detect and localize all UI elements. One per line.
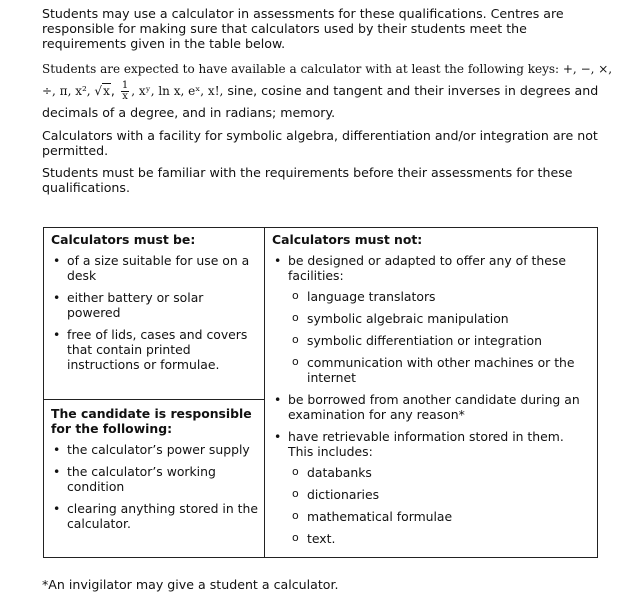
sub-list-item: o mathematical formulae (288, 509, 591, 524)
footnote: *An invigilator may give a student a calculator. (42, 577, 339, 592)
intro-paragraph-4: Students must be familiar with the requirements before their assessments for these qualifications. (42, 165, 573, 195)
list-item: • either battery or solar powered (51, 290, 258, 320)
list-item: • be designed or adapted to offer any of these facilities: o language translators o symbolic algebraic manipulation o symbolic differentiation or integration o communication with other machines or the internet (272, 253, 591, 385)
list-item: • the calculator’s working condition (51, 464, 258, 494)
must-be-cell (44, 228, 265, 400)
keys-after: , xʸ, ln x, eˣ, x!, (131, 84, 224, 98)
sub-list-item: o symbolic differentiation or integration (288, 333, 591, 348)
sub-list-item: o communication with other machines or the internet (288, 355, 591, 385)
list-item: • of a size suitable for use on a desk (51, 253, 258, 283)
sub-list-item: o databanks (288, 465, 591, 480)
list-item: • be borrowed from another candidate during an examination for any reason* (272, 392, 591, 422)
sub-list-item: o text. (288, 531, 591, 546)
must-not-heading: Calculators must not: (272, 232, 423, 247)
list-item: • free of lids, cases and covers that contain printed instructions or formulae. (51, 327, 258, 372)
sqrt-x-key: √x (94, 84, 110, 98)
responsible-cell (44, 400, 265, 558)
must-be-heading: Calculators must be: (51, 232, 196, 247)
sub-list-item: o symbolic algebraic manipulation (288, 311, 591, 326)
requirements-table (43, 227, 598, 558)
intro-paragraph-2: Students are expected to have available a calculator with at least the following keys: +, −, ×, ÷, π, x², √x, $\frac{1}{x}$ , xʸ, ln x, eˣ, x!, sine, cosine and tangent and their inverses in degrees and decimals of a degree, and in radians; memory. (42, 62, 613, 120)
sub-list-item: o language translators (288, 289, 591, 304)
keys-suffix: sine, cosine and tangent and their inverses in degrees and decimals of a degree, and in radians; memory. (42, 83, 599, 120)
intro-text (42, 6, 614, 202)
list-item: • have retrievable information stored in them. This includes: o databanks o dictionaries o mathematical formulae o text. (272, 429, 591, 546)
list-item: • clearing anything stored in the calculator. (51, 501, 258, 531)
must-not-cell (265, 228, 598, 558)
intro-paragraph-3: Calculators with a facility for symbolic algebra, differentiation and/or integration are not permitted. (42, 128, 598, 158)
reciprocal-key: $\frac{1}{x}$ (121, 80, 129, 102)
intro-paragraph-1: Students may use a calculator in assessments for these qualifications. Centres are responsible for making sure that calculators used by their students meet the requirements given in the table below. (42, 6, 564, 51)
sub-list-item: o dictionaries (288, 487, 591, 502)
list-item: • the calculator’s power supply (51, 442, 258, 457)
responsible-heading: The candidate is responsible for the following: (51, 406, 252, 437)
keys-prefix: Students are expected to have available a calculator with at least the following keys: +, −, ×, ÷, π, x², (42, 62, 613, 98)
